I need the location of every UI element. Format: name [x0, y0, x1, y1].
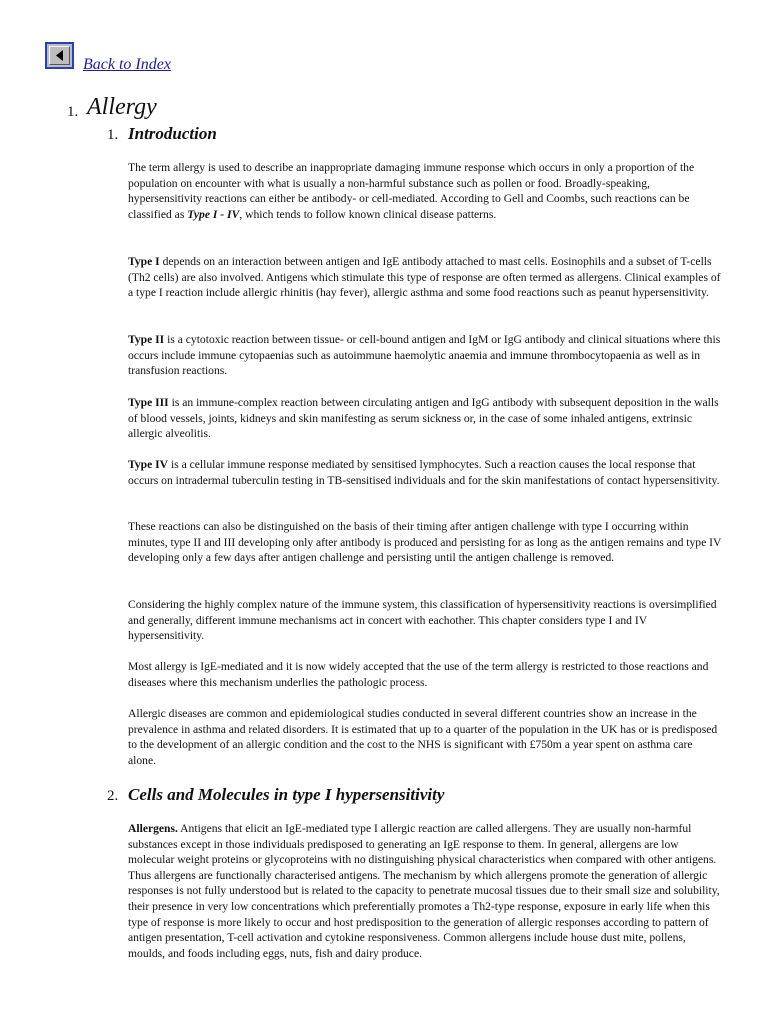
page-title: Allergy: [87, 94, 157, 120]
type-i-paragraph: Type I depends on an interaction between antigen and IgE antibody attached to mast cells. Eosinophils and a subset of T-cells (Th2 cells) are also involved. Antigens which stimulate this type of response are often termed as allergens. Clinical examples of a type I reaction include allergic rhinitis (hay fever), allergic asthma and some food reactions such as peanut hypersensitivity.: [128, 255, 721, 300]
subsection-number: 1.: [107, 127, 119, 143]
timing-paragraph: These reactions can also be distinguished on the basis of their timing after antigen challenge with type I occurring within minutes, type II and III developing only after antibody is produced and persisting for as long as the antigen remains and type IV developing only a few days after antigen challenge and persisting until the antigen challenge is removed.: [128, 520, 722, 565]
type-iii-paragraph: Type III is an immune-complex reaction between circulating antigen and IgG antibody with subsequent deposition in the walls of blood vessels, joints, kidneys and skin manifesting as serum sickness or, in the case of some inhaled antigens, extrinsic allergic alveolitis.: [128, 396, 719, 441]
ige-paragraph: Most allergy is IgE-mediated and it is now widely accepted that the use of the term allergy is restricted to those reactions and diseases where this mechanism underlies the pathologic process.: [128, 660, 709, 689]
subsection-number: 2.: [107, 788, 119, 804]
navigation-bar: [45, 42, 171, 74]
section-number: 1.: [67, 104, 79, 120]
introduction-heading: Introduction: [128, 124, 217, 143]
classification-paragraph: Considering the highly complex nature of the immune system, this classification of hypersensitivity reactions is oversimplified and generally, different immune mechanisms act in concert with eachother. This chapter considers type I and IV hypersensitivity.: [128, 598, 717, 643]
epidemiology-paragraph: Allergic diseases are common and epidemiological studies conducted in several different countries show an increase in the prevalence in asthma and related disorders. It is estimated that up to a quarter of the population in the UK has or is predisposed to the development of an allergic condition and the cost to the NHS is significant with £750m a year spent on asthma care alone.: [128, 707, 718, 767]
cells-molecules-heading: Cells and Molecules in type I hypersensitivity: [128, 785, 445, 804]
intro-paragraph: The term allergy is used to describe an inappropriate damaging immune response which occurs in only a proportion of the population on encounter with what is usually a non-harmful substance such as pollen or food. Broadly-speaking, hypersensitivity reactions can either be antibody- or cell-mediated. According to Gell and Coombs, such reactions can be classified as Type I - IV, which tends to follow known clinical disease patterns.: [128, 161, 695, 221]
back-arrow-icon[interactable]: [45, 42, 74, 69]
back-to-index-link[interactable]: Back to Index: [83, 56, 171, 73]
type-ii-paragraph: Type II is a cytotoxic reaction between tissue- or cell-bound antigen and IgM or IgG antibody and clinical situations where this occurs include immune cytopaenias such as autoimmune haemolytic anaemia and immune thrombocytopaenia as well as in transfusion reactions.: [128, 333, 721, 378]
type-iv-paragraph: Type IV is a cellular immune response mediated by sensitised lymphocytes. Such a reaction causes the local response that occurs on intradermal tuberculin testing in TB-sensitised individuals and for the skin manifestations of contact hypersensitivity.: [128, 458, 720, 487]
allergens-paragraph: Allergens. Antigens that elicit an IgE-mediated type I allergic reaction are called allergens. They are usually non-harmful substances except in those individuals predisposed to generating an IgE response to them. In general, allergens are low molecular weight proteins or glycoproteins with no distinguishing physical characteristics when compared with other antigens. Thus allergens are functionally characterised antigens. The mechanism by which allergens promote the generation of allergic responses is not fully understood but is related to the capacity to penetrate mucosal tissues due to their small size and solubility, their presence in very low concentrations which preferentially promotes a Th2-type response, exposure in early life when this type of response is more likely to occur and host predisposition to the generation of allergic responses according to pattern of antigen presentation, T-cell activation and cytokine responsiveness. Common allergens include house dust mite, pollens, moulds, and foods including eggs, nuts, fish and dairy produce.: [128, 822, 720, 960]
